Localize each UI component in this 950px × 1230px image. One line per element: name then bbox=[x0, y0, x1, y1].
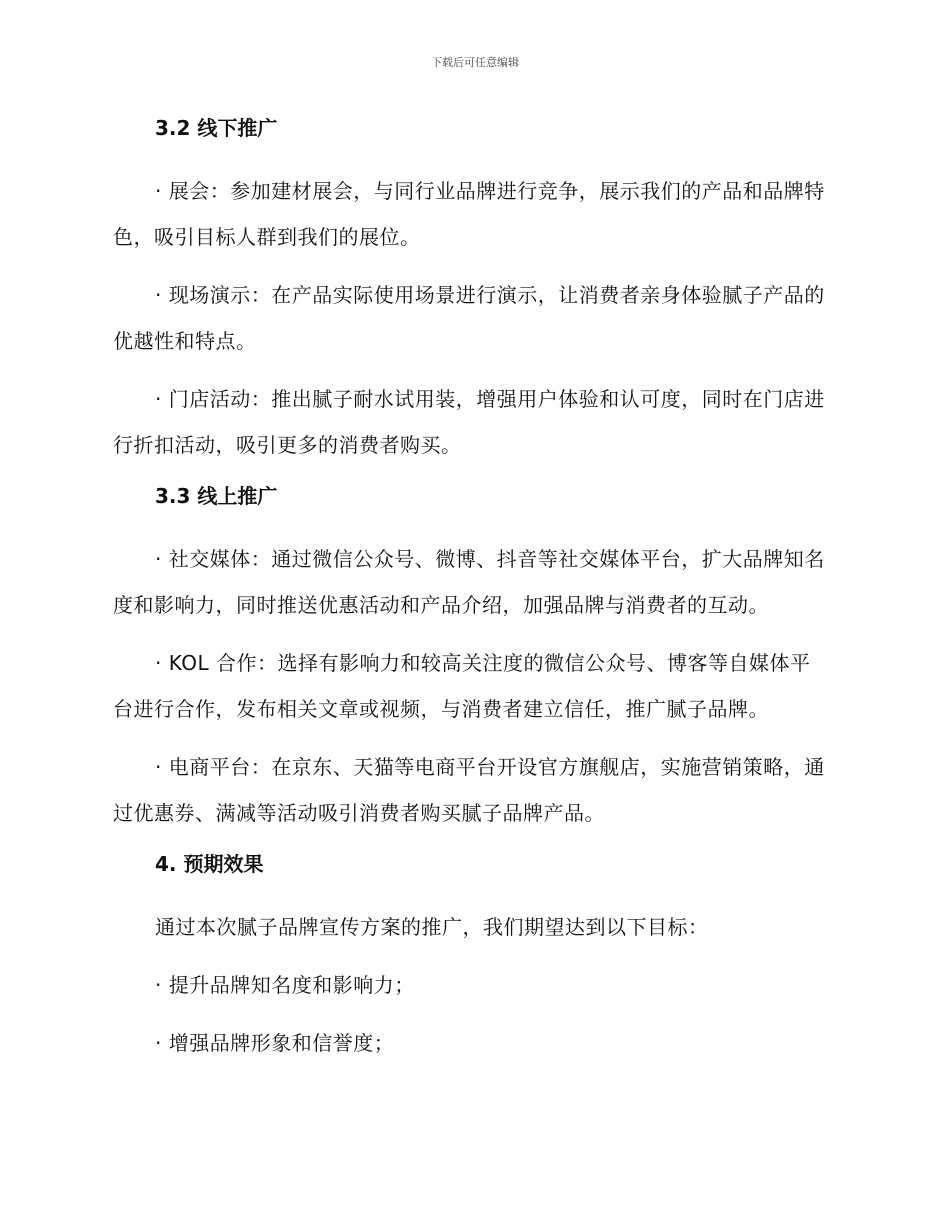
paragraph-live-demo: · 现场演示：在产品实际使用场景进行演示，让消费者亲身体验腻子产品的优越性和特点。 bbox=[113, 283, 825, 353]
document-body bbox=[113, 112, 825, 1078]
paragraph-intro: 通过本次腻子品牌宣传方案的推广，我们期望达到以下目标： bbox=[155, 915, 709, 939]
section-heading-online: 3.3 线上推广 bbox=[155, 484, 278, 508]
paragraph-goal-awareness: · 提升品牌知名度和影响力； bbox=[155, 973, 415, 997]
paragraph-social-media: · 社交媒体：通过微信公众号、微博、抖音等社交媒体平台，扩大品牌知名度和影响力，同时推送优惠活动和产品介绍，加强品牌与消费者的互动。 bbox=[113, 547, 825, 617]
section-heading-offline: 3.2 线下推广 bbox=[155, 116, 278, 140]
paragraph-store-activity: · 门店活动：推出腻子耐水试用装，增强用户体验和认可度，同时在门店进行折扣活动，吸引更多的消费者购买。 bbox=[113, 387, 825, 457]
paragraph-exhibition: · 展会：参加建材展会，与同行业品牌进行竞争，展示我们的产品和品牌特色，吸引目标人群到我们的展位。 bbox=[113, 179, 825, 249]
paragraph-kol: · KOL 合作：选择有影响力和较高关注度的微信公众号、博客等自媒体平台进行合作，发布相关文章或视频，与消费者建立信任，推广腻子品牌。 bbox=[113, 651, 811, 721]
page-header-note: 下载后可任意编辑 bbox=[431, 56, 519, 69]
paragraph-ecommerce: · 电商平台：在京东、天猫等电商平台开设官方旗舰店，实施营销策略，通过优惠券、满减等活动吸引消费者购买腻子品牌产品。 bbox=[113, 755, 825, 825]
section-heading-expected-effect: 4. 预期效果 bbox=[155, 852, 264, 876]
paragraph-goal-image: · 增强品牌形象和信誉度； bbox=[155, 1031, 395, 1055]
